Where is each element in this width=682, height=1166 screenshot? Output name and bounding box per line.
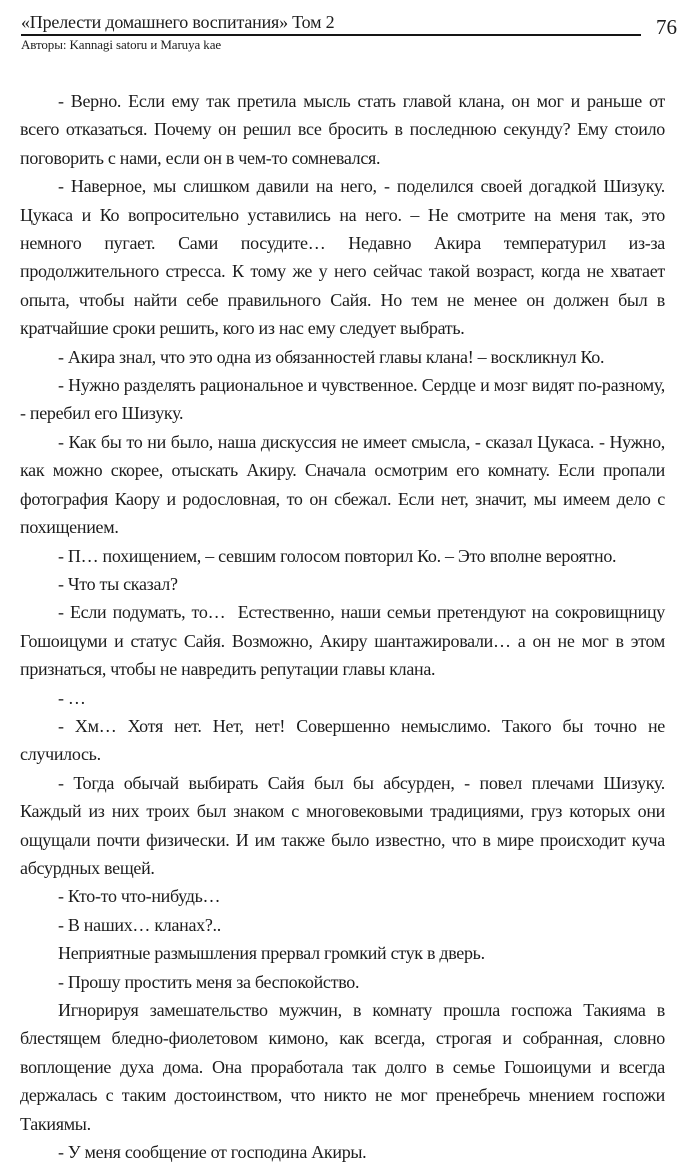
paragraph: - В наших… кланах?..	[58, 914, 221, 935]
paragraph: - Верно. Если ему так претила мысль стать главой клана, он мог и раньше от всего отказаться. Почему он решил все бросить в последнюю секунду? Ему стоило поговорить с нами, если он в чем-то сомневался.	[20, 91, 665, 168]
title-rule	[21, 12, 641, 36]
paragraph: - Тогда обычай выбирать Сайя был бы абсурден, - повел плечами Шизуку. Каждый из них троих был знаком с многовековыми традициями, груз которых они ощущали почти физически. И им также было известно, что в мире происходит куча абсурдных вещей.	[20, 772, 665, 878]
paragraph: - Как бы то ни было, наша дискуссия не имеет смысла, - сказал Цукаса. - Нужно, как можно скорее, отыскать Акиру. Сначала осмотрим его комнату. Если пропали фотография Каору и родословная, то он сбежал. Если нет, значит, мы имеем дело с похищением.	[20, 431, 665, 538]
paragraph: - Акира знал, что это одна из обязанностей главы клана! – воскликнул Ко.	[58, 346, 605, 367]
header-row	[21, 12, 677, 39]
page-header	[0, 0, 682, 53]
paragraph: - Если подумать, то… Естественно, наши семьи претендуют на сокровищницу Гошоицуми и статус Сайя. Возможно, Акиру шантажировали… а он не мог в этом признаться, чтобы не навредить репутации главы клана.	[20, 602, 665, 680]
authors-line: Авторы: Kannagi satoru и Maruya kae	[21, 37, 222, 52]
paragraph: - Нужно разделять рациональное и чувственное. Сердце и мозг видят по-разному, - перебил его Шизуку.	[20, 375, 665, 424]
paragraph: Игнорируя замешательство мужчин, в комнату прошла госпожа Такияма в блестящем бледно-фиолетовом кимоно, как всегда, строгая и собранная, словно воплощение духа дома. Она проработала так долго в семье Гошоицуми и всегда держалась с таким достоинством, что никто не мог пренебречь мнением госпожи Такиямы.	[20, 1000, 665, 1134]
paragraph: - У меня сообщение от господина Акиры.	[58, 1142, 367, 1163]
paragraph: - Наверное, мы слишком давили на него, - поделился своей догадкой Шизуку. Цукаса и Ко вопросительно уставились на него. – Не смотрите на меня так, это немного пугает. Сами посудите… Недавно Акира температурил из-за продолжительного стресса. К тому же у него сейчас такой возраст, когда не хватает опыта, чтобы найти себе правильного Сайя. Но тем не менее он должен был в кратчайшие сроки решить, кого из нас ему следует выбрать.	[20, 176, 665, 339]
page-body	[0, 53, 682, 1166]
paragraph: - Кто-то что-нибудь…	[58, 886, 221, 907]
paragraph: - Что ты сказал?	[58, 573, 178, 594]
book-title: «Прелести домашнего воспитания» Том 2	[21, 12, 335, 32]
paragraph: - Прошу простить меня за беспокойство.	[58, 971, 360, 992]
paragraph: - П… похищением, – севшим голосом повторил Ко. – Это вполне вероятно.	[58, 545, 617, 566]
page-number: 76	[656, 15, 677, 39]
paragraph: Неприятные размышления прервал громкий стук в дверь.	[58, 943, 485, 964]
paragraph: - Хм… Хотя нет. Нет, нет! Совершенно немыслимо. Такого бы точно не случилось.	[20, 715, 665, 765]
paragraph: - …	[58, 687, 86, 708]
